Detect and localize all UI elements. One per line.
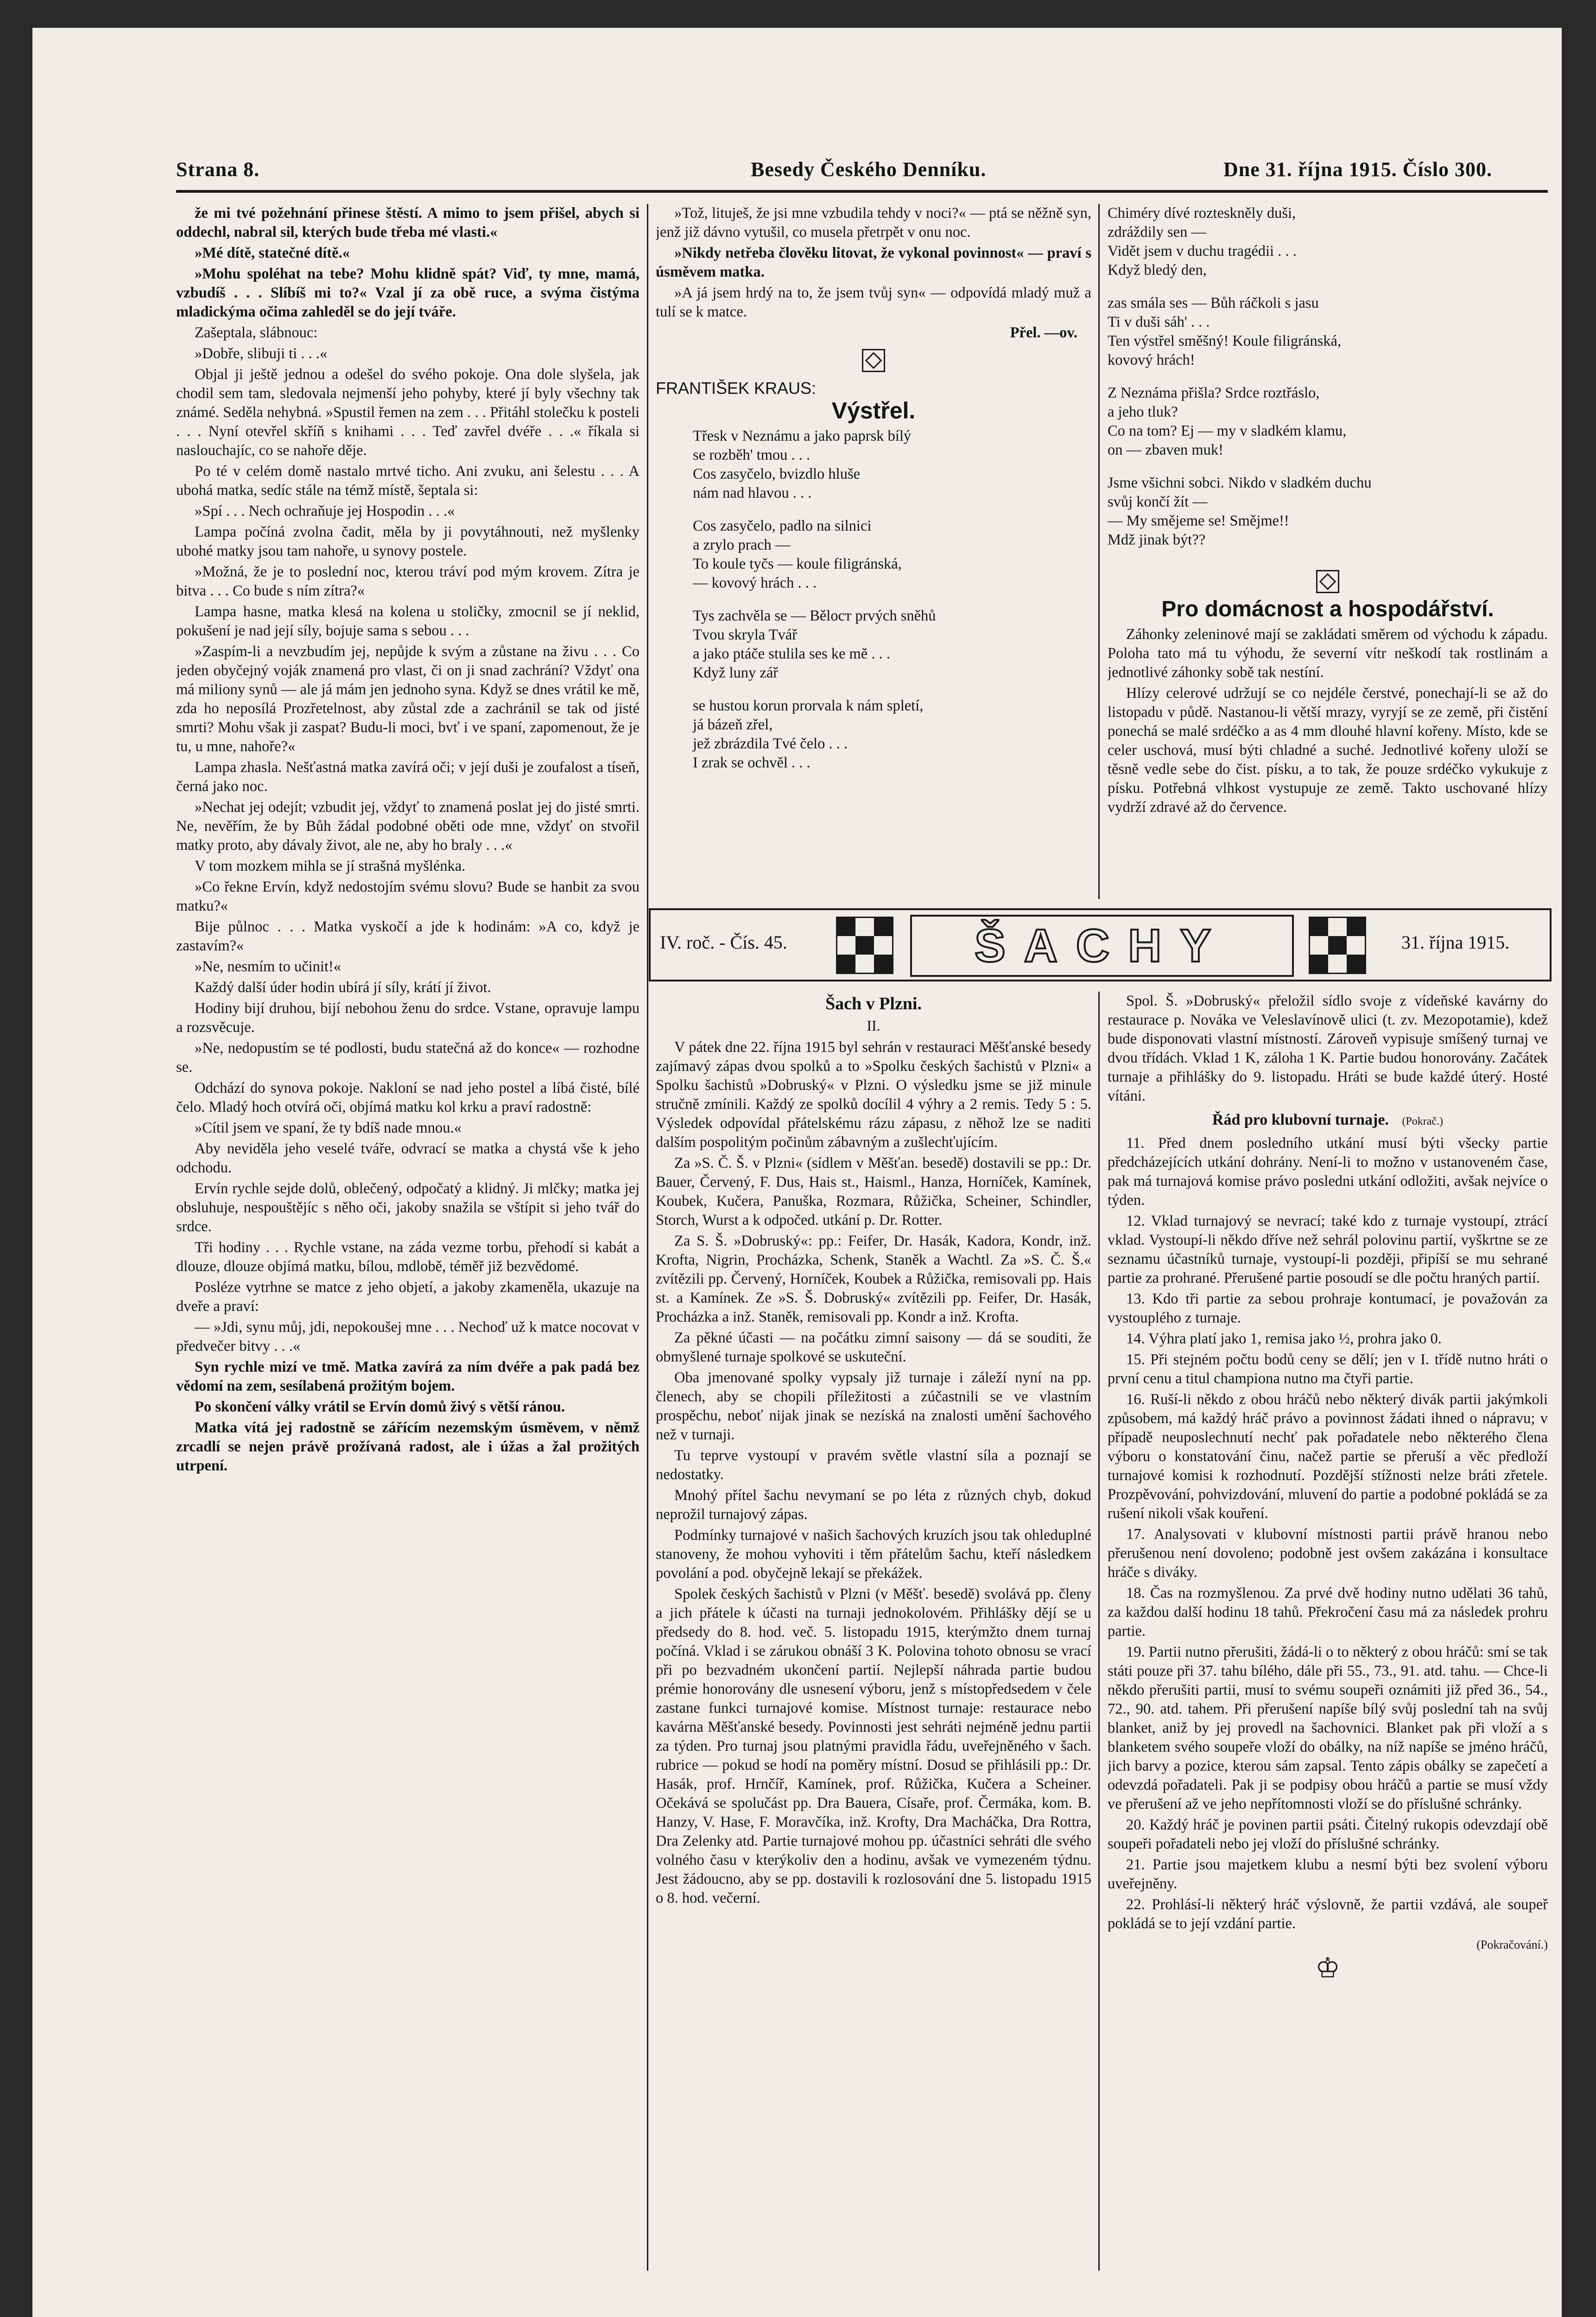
paragraph: 19. Partii nutno přerušiti, žádá-li o to některý z obou hráčů: smí se tak státi pouze při 37. tahu bílého, dále při 55., 73., 91. atd. tahu. — Chce-li někdo přerušiti partii, musí to svému soupeři oznámiti již před 36., 54., 72., 90. atd. tahem. Při přerušení napíše bílý svůj poslední tah na svůj blanket, aniž by jej provedl na šachovnici. Blanket pak při vloží a s blanketem svého soupeře vloží do obálky, na níž napíše se jméno hráčů, jich barvy a pozice, kterou sám zapsal. Tento zápis obálky se zapečetí a odevzdá pořadateli. Pak ji se podpisy obou hráčů a partie se musí vždy ve přerušení až ve jeho nepřítomnosti vloží se do příslušné schránky. — [1108, 1644, 1548, 1812]
paragraph: Lampa počíná zvolna čadit, měla by ji povytáhnouti, než myšlenky ubohé matky jsou tam nahoře, u synovy postele. — [176, 524, 640, 559]
issue-date: Dne 31. října 1915. Číslo 300. — [1223, 158, 1492, 181]
poem-line: svůj končí žít — — [1108, 494, 1208, 510]
poem-line: To koule tyčs — koule filigránská, — [693, 556, 902, 572]
stanza-gap — [693, 772, 1091, 786]
paragraph: V pátek dne 22. října 1915 byl sehrán v restauraci Měšťanské besedy zajímavý zápas dvou spolků a to »Spolku českých šachistů v Plzni« a Spolku šachistů »Dobruský« v Plzni. O výsledku jsme se již minule stručně zmínili. Každý ze spolků docílil 4 výhry a 2 remis. Tedy 5 : 5. Výsledek odpovídal přátelskému rázu zápasu, z něhož lze se naditi dalším pospolitým počinům zábavným a zušlechťujícím. — [656, 1039, 1091, 1151]
paragraph: »Nikdy netřeba člověku litovat, že vykonal povinnost« — praví s úsměvem matka. — [656, 245, 1091, 280]
middle-column — [656, 204, 1091, 899]
paragraph: Podmínky turnajové v našich šachových kruzích jsou tak ohleduplné stanoveny, že mohou vyhoviti i těm přátelům šachu, kteří následkem povolání a pod. obyčejně lekají se překážek. — [656, 1527, 1091, 1582]
paragraph: Lampa zhasla. Nešťastná matka zavírá oči; v její duši je zoufalost a tíseň, černá jako noc. — [176, 759, 640, 795]
poem-line: a zrylo prach — — [693, 537, 791, 553]
column-rule — [1098, 992, 1100, 2271]
paragraph: »Zaspím-li a nevzbudím jej, nepůjde k svým a zůstane na živu . . . Co jeden obyčejný voják znamená pro vlast, či on ji snad zachrání? Vždyť ona má miliony synů — ale já mám jen jednoho syna. Když se dnes vrátil ke mě, zda ho neposílá Prozřetelnost, aby zůstal zde a zachránil se tak od jisté smrti? Mohu však ji zaspat? Budu-li moci, bvť i ve spaní, zapomenout, že je tu, u mne, nahoře?« — [176, 643, 640, 755]
paragraph: Zašeptala, slábnouc: — [195, 324, 318, 341]
stanza-gap — [1108, 370, 1548, 384]
poem-line: Třesk v Neznámu a jako paprsk bílý — [693, 428, 912, 444]
paragraph: Odchází do synova pokoje. Nakloní se nad jeho postel a líbá čisté, bílé čelo. Mladý hoch otvírá oči, objímá matku kol krku a praví radostně: — [176, 1080, 640, 1115]
paragraph: Aby neviděla jeho veselé tváře, odvrací se matka a chystá vše k jeho odchodu. — [176, 1140, 640, 1176]
paragraph: »Nechat jej odejít; vzbudit jej, vždyť to znamená poslat jej do jisté smrti. Ne, nevěřím, že by Bůh žádal podobné oběti ode mne, vždyť on stvořil matky proto, aby dávaly život, ale ne, aby ho braly . . .« — [176, 799, 640, 854]
story-column — [176, 204, 640, 2271]
stanza-gap — [693, 503, 1091, 517]
poem-line: zas smála ses — Bůh ráčkoli s jasu — [1108, 295, 1319, 311]
ornament-icon — [862, 349, 885, 372]
poem-line: a jeho tluk? — [1108, 404, 1178, 420]
paragraph: 14. Výhra platí jako 1, remisa jako ½, prohra jako 0. — [1126, 1330, 1442, 1347]
paragraph: Posléze vytrhne se matce z jeho objetí, a jakoby zkameněla, ukazuje na dveře a praví: — [176, 1279, 640, 1315]
poem-body — [693, 427, 1091, 786]
poem-line: Mdž jinak být?? — [1108, 532, 1206, 548]
household-heading: Pro domácnost a hospodářství. — [1161, 597, 1494, 621]
poem-line: se hustou korun prorvala k nám spletí, — [693, 697, 924, 714]
poem-author: FRANTIŠEK KRAUS: — [656, 379, 817, 398]
paragraph: »Spí . . . Nech ochraňuje jej Hospodin . . .« — [195, 503, 455, 519]
paragraph: 15. Při stejném počtu bodů ceny se dělí; jen v I. třídě nutno hráti o první cenu a titul championa nutno ma čtyři partie. — [1108, 1351, 1548, 1387]
column-rule — [647, 204, 648, 2271]
poem-line: jež zbrázdila Tvé čelo . . . — [693, 735, 848, 752]
chess-date: 31. října 1915. — [1401, 932, 1510, 953]
paragraph: 20. Každý hráč je povinen partii psáti. Čitelný rukopis odevzdají obě soupeři pořadateli nebo jej vloží do příslušné schránky. — [1108, 1817, 1548, 1852]
chessboard-icon — [836, 917, 893, 974]
chess-article-body — [656, 1038, 1091, 1908]
poem-line: Jsme všichni sobci. Nikdo v sladkém duchu — [1108, 475, 1372, 491]
paragraph: Mnohý přítel šachu nevymaní se po léta z různých chyb, dokud neprožil turnajový zápas. — [656, 1487, 1091, 1523]
paragraph: »Cítil jsem ve spaní, že ty bdíš nade mnou.« — [195, 1120, 462, 1136]
poem-line: se rozběh' tmou . . . — [693, 447, 811, 463]
poem-title: Výstřel. — [831, 398, 916, 424]
club-announcement: Spol. Š. »Dobruský« přeložil sídlo svoje z vídeňské kavárny do restaurace p. Nováka ve Veleslavínově ulici (t. zv. Mezopotamie), kdež bude disponovati vlastní místností. Zároveň vypisuje smíšený turnaj ve dvou třídách. Vklad 1 K, záloha 1 K. Partie budou honorovány. Začátek turnaje a přihlášky do 9. listopadu. Hráti se bude každé úterý. Hosté vítáni. — [1108, 993, 1548, 1104]
paragraph: »A já jsem hrdý na to, že jsem tvůj syn« — odpovídá mladý muž a tulí se k matce. — [656, 285, 1091, 320]
paragraph: 21. Partie jsou majetkem klubu a nesmí býti bez svolení výboru uveřejněny. — [1108, 1856, 1548, 1892]
supplement-title: Besedy Českého Denníku. — [751, 158, 987, 181]
paragraph: »Co řekne Ervín, když nedostojím svému slovu? Bude se hanbit za svou matku?« — [176, 879, 640, 914]
poem-line: Ten výstřel směšný! Koule filigránská, — [1108, 333, 1342, 349]
stanza-gap — [1108, 280, 1548, 294]
paragraph: Hlízy celerové udržují se co nejdéle čerstvé, ponechají-li se až do listopadu v půdě. Nastanou-li větší mrazy, vyryjí se ze země, při čistění ponechá se malé srdéčko a as 4 mm dlouhé hlavní kořeny. Místo, kde se celer uschová, musí býti chladné a suché. Jednotlivé kořeny uloží se těsně vedle sebe do čist. písku, a to tak, že pouze srdéčko vykukuje z písku. Potřebná vlhkost vystupuje ze země. Takto uschované hlízy vydrží zdravé až do července. — [1108, 685, 1548, 816]
paragraph: Syn rychle mizí ve tmě. Matka zavírá za ním dvéře a pak padá bez vědomí na zem, sesílabená prožitým bojem. — [176, 1359, 640, 1394]
paragraph: »Možná, že je to poslední noc, kterou tráví pod mým krovem. Zítra je bitva . . . Co bude s ním zítra?« — [176, 563, 640, 599]
stanza-gap — [693, 593, 1091, 607]
paragraph: Tu teprve vystoupí v pravém světle vlastní síla a poznají se nedostatky. — [656, 1447, 1091, 1483]
paragraph: 18. Čas na rozmyšlenou. Za prvé dvě hodiny nutno udělati 36 tahů, za každou další hodinu 18 tahů. Překročení času má za následek prohru partie. — [1108, 1585, 1548, 1640]
poem-line: I zrak se ochvěl . . . — [693, 754, 811, 771]
paragraph: »Ne, nesmím to učinit!« — [195, 958, 341, 975]
rules-heading — [1108, 1110, 1548, 1131]
paragraph: Záhonky zeleninové mají se zakládati směrem od východu k západu. Poloha tato má tu výhodu, že severní vítr neškodí tak rostlinám a jednotlivé záhonky sobě tak nestíní. — [1108, 626, 1548, 681]
poem-line: — My smějeme se! Smějme!! — [1108, 513, 1289, 529]
rules-title: Řád pro klubovní turnaje. — [1212, 1111, 1389, 1128]
chess-volume: IV. roč. - Čís. 45. — [660, 932, 787, 953]
column-rule — [1098, 204, 1100, 899]
paragraph: Po té v celém domě nastalo mrtvé ticho. Ani zvuku, ani šelestu . . . A ubohá matka, sedíc stále na témž místě, šeptala si: — [176, 463, 640, 499]
continued-note: (Pokračování.) — [1476, 1938, 1548, 1951]
paragraph: »Dobře, slibuji ti . . .« — [195, 345, 328, 362]
paragraph: Hodiny bijí druhou, bijí nebohou ženu do srdce. Vstane, opravuje lampu a rozsvěcuje. — [176, 1000, 640, 1036]
chessboard-icon — [1309, 917, 1366, 974]
paragraph: 17. Analysovati v klubovní místnosti partii právě hranou nebo přerušenou není dovoleno; podobně jest ovšem zakázána i konsultace hráče s diváky. — [1108, 1526, 1548, 1581]
poem-line: on — zbaven muk! — [1108, 442, 1224, 458]
poem-line: zdráždily sen — — [1108, 224, 1206, 241]
poem-line: Vidět jsem v duchu tragédii . . . — [1108, 243, 1297, 260]
poem-line: Když bledý den, — [1108, 262, 1207, 279]
chess-rules-column — [1108, 992, 1548, 2271]
poem-line: kovový hrách! — [1108, 352, 1195, 368]
poem-line: nám nad hlavou . . . — [693, 485, 812, 501]
paragraph: Bije půlnoc . . . Matka vyskočí a jde k hodinám: »A co, když je zastavím?« — [176, 918, 640, 954]
paragraph: Ervín rychle sejde dolů, oblečený, odpočatý a klidný. Ji mlčky; matka jej obsluhuje, nespouštějíc s něho oči, jakoby snažila se vštípit si jeho tvář do srdce. — [176, 1180, 640, 1235]
paragraph: 13. Kdo tři partie za sebou prohraje kontumací, je považován za vystouplého z turnaje. — [1108, 1291, 1548, 1326]
rules-note: (Pokrač.) — [1402, 1115, 1444, 1127]
paragraph: »Mé dítě, statečné dítě.« — [195, 245, 350, 261]
poem-line: Co na tom? Ej — my v sladkém klamu, — [1108, 423, 1347, 439]
stanza-gap — [1108, 550, 1548, 563]
right-column — [1108, 204, 1548, 899]
paragraph: Za »S. Č. Š. v Plzni« (sídlem v Měšťan. besedě) dostavili se pp.: Dr. Bauer, Červený, F. Dus, Hais st., Haisml., Hanza, Horníček, Kamínek, Koubek, Kučera, Panuška, Rozmara, Růžička, Scheiner, Schindler, Storch, Wurst a k odpočed. utkání p. Dr. Rotter. — [656, 1155, 1091, 1228]
paragraph: Za pěkné účasti — na počátku zimní saisony — dá se souditi, že obmyšlené turnaje spolkové se uskuteční. — [656, 1329, 1091, 1365]
poem-line: Cos zasyčelo, bvizdlo hluše — [693, 466, 861, 482]
paragraph: Matka vítá jej radostně se zářícím nezemským úsměvem, v němž zrcadlí se nejen právě prožívaná radost, ale i úžas a žal prožitých utrpení. — [176, 1419, 640, 1474]
poem-line: Když luny zář — [693, 665, 779, 681]
paragraph: Tři hodiny . . . Rychle vstane, na záda vezme torbu, přehodí si kabát a dlouze, dlouze objímá matku, bílou, mdlobě, téměř již bezvědomé. — [176, 1239, 640, 1275]
newspaper-page — [32, 28, 1562, 2317]
crown-icon: ♔ — [1315, 1953, 1340, 1983]
paragraph: Spolek českých šachistů v Plzni (v Měšť. besedě) svolává pp. členy a jich přátele k účasti na turnaji jednokolovém. Přihlášky dějí se u předsedy do 8. hod. več. 5. listopadu 1915, kterýmžto dnem turnaj počíná. Vklad i se zárukou obnáší 3 K. Polovina tohoto obnosu se vrací při po bezvadném ukončení partií. Nejlepší náhrada partie budou prémie honorovány dle usnesení výboru, jenž s místopředsedem v čele zastane funkci turnajové komise. Místnost turnaje: restaurace nebo kavárna Měšťanské besedy. Povinnosti jest sehráti nejméně jednu partii za týden. Pro turnaj jsou platnými pravidla řádu, uveřejněného v šach. rubrice — pokud se hodí na poměry místní. Dosud se přihlásili pp.: Dr. Hasák, prof. Hrnčíř, Kamínek, prof. Růžička, Kučera a Scheiner. Očekává se spolučást pp. Dra Bauera, Císaře, prof. Čermáka, kom. B. Hanzy, V. Hase, F. Moravčíka, inž. Krofty, Dra Macháčka, Dra Rottra, Dra Zelenky atd. Partie turnajové mohou pp. účastníci sehráti dle svého volného času v kterýkoliv den a hodinu, avšak ve vymezeném týdnu. Jest žádoucno, aby se pp. dostavili k rozlosování dne 5. listopadu 1915 o 8. hod. večerní. — [656, 1586, 1091, 1906]
poem-line: já bázeň zřel, — [693, 716, 773, 733]
poem-line: Tys zachvěla se — Běloст prvých sněhů — [693, 608, 936, 624]
paragraph: že mi tvé požehnání přinese štěstí. A mimo to jsem přišel, abych si oddechl, nabral sil, kterých bude třeba mé vlasti.« — [176, 205, 640, 241]
ornament-icon — [1316, 570, 1339, 593]
paragraph: 16. Ruší-li někdo z obou hráčů nebo některý divák partii jakýmkoli způsobem, má každý hráč právo a povinnost žádati ihned o nápravu; v případě neuposlechnutí nechť pak pořadatele nebo některého člena výboru o konstatování činu, načež partie se přeruší a věc předloží turnajové komisi k rozhodnutí. Pozdější stížnosti nelze bráti zřetele. Prozpěvování, pohvizdování, mluvení do partie a podobné pokládá se za rušení nikoli však kouření. — [1108, 1391, 1548, 1522]
page-number: Strana 8. — [176, 158, 260, 181]
poem-line: Cos zasyčelo, padlo na silnici — [693, 518, 872, 534]
chess-article-title: Šach v Plzni. — [825, 994, 922, 1013]
poem-line: Tvou skryla Tvář — [693, 627, 798, 643]
paragraph: Oba jmenované spolky vypsaly již turnaje i záleží nyní na pp. členech, aby se chopili příležitosti a zúčastnili se ve vlastním prospěchu, neboť nijak jinak se nezíská na znalosti umění šachového než v turnaji. — [656, 1369, 1091, 1443]
poem-line: Chiméry dívé rozteskněly duši, — [1108, 205, 1296, 222]
poem-line: a jako ptáče stulila ses ke mě . . . — [693, 646, 890, 662]
rules-list — [1108, 1134, 1548, 1933]
paragraph: Za S. Š. »Dobruský«: pp.: Feifer, Dr. Hasák, Kadora, Kondr, inž. Krofta, Nigrin, Procházka, Schenk, Staněk a Wachtl. Za »S. Č. Š.« zvítězili pp. Červený, Horníček, Koubek a Růžička, remisovali pp. Hais st. a Kamínek. Ze »S. Š. Dobruský« zvítězili pp. Feifer, Dr. Hasák, Procházka a inž. Staněk, remisovali pp. Kondr a inž. Krofta. — [656, 1233, 1091, 1325]
paragraph: »Ne, nedopustím se té podlosti, budu statečná až do konce« — rozhodne se. — [176, 1040, 640, 1076]
poem-continuation — [1108, 204, 1548, 563]
paragraph: Po skončení války vrátil se Ervín domů živý s větší ránou. — [195, 1399, 565, 1415]
poem-line: Z Neznáma přišla? Srdce roztřáslo, — [1108, 385, 1320, 401]
paragraph: 11. Před dnem posledního utkání musí býti všecky partie předcházejících utkání dohrány. Není-li to možno v ustanoveném čase, pak má turnajová komise právo posledni utkání odložiti, avšak nejvíce o týden. — [1108, 1135, 1548, 1209]
paragraph: Objal ji ještě jednou a odešel do svého pokoje. Ona dole slyšela, jak chodil sem tam, sledovala nejmenší jeho pohyby, které jí byly všechny tak známé. Seděla nehybná. »Spustil řemen na zem . . . Přitáhl stolečku k posteli . . . Nyní otevřel skříň s knihami . . . Teď zavřel dvéře . . .« říkala si naslouchajíc, co se nahoře děje. — [176, 366, 640, 459]
paragraph: — »Jdi, synu můj, jdi, nepokoušej mne . . . Nechoď už k matce nocovat v předvečer bitvy . . .« — [176, 1319, 640, 1355]
chess-article — [656, 992, 1091, 2271]
poem-line: Ti v duši sáh' . . . — [1108, 314, 1210, 330]
paragraph: Lampa hasne, matka klesá na kolena u stoličky, zmocnil se jí neklid, pokušení je nad její síly, bojuje sama s sebou . . . — [176, 603, 640, 639]
story-ending — [656, 204, 1091, 322]
paragraph: Každý další úder hodin ubírá jí síly, krátí jí život. — [195, 979, 491, 996]
page-header — [176, 153, 1548, 193]
translator-signature: Přel. —ov. — [1010, 324, 1077, 341]
paragraph: »Tož, lituješ, že jsi mne vzbudila tehdy v noci?« — ptá se něžně syn, jenž již dávno vytušil, co musela přetrpět v onu noc. — [656, 205, 1091, 241]
paragraph: V tom mozkem mihla se jí strašná myšlénka. — [195, 858, 466, 874]
paragraph: 12. Vklad turnajový se nevrací; také kdo z turnaje vystoupí, ztrácí vklad. Vystoupí-li někdo dříve než sehrál polovinu partií, vyškrtne se ze seznamu účastníků turnaje, vystoupí-li později, připíší se mu sehrané partie za prohrané. Přerušené partie posoudí se dle počtu hraných partií. — [1108, 1213, 1548, 1286]
household-text — [1108, 625, 1548, 817]
stanza-gap — [1108, 460, 1548, 474]
chess-banner — [649, 908, 1552, 981]
stanza-gap — [693, 683, 1091, 696]
paragraph: 22. Prohlásí-li některý hráč výslovně, že partii vzdává, ale soupeř pokládá se to její vzdání partie. — [1108, 1896, 1548, 1932]
paragraph: »Mohu spoléhat na tebe? Mohu klidně spát? Viď, ty mne, mamá, vzbudíš . . . Slíbíš mi to?« Vzal jí za obě ruce, a svýma čistýma mladickýma očima zahleděl se do její tváře. — [176, 266, 640, 320]
poem-line: — kovový hrách . . . — [693, 575, 817, 591]
chess-article-part: II. — [867, 1017, 880, 1034]
chess-title: ŠACHY — [910, 915, 1294, 977]
